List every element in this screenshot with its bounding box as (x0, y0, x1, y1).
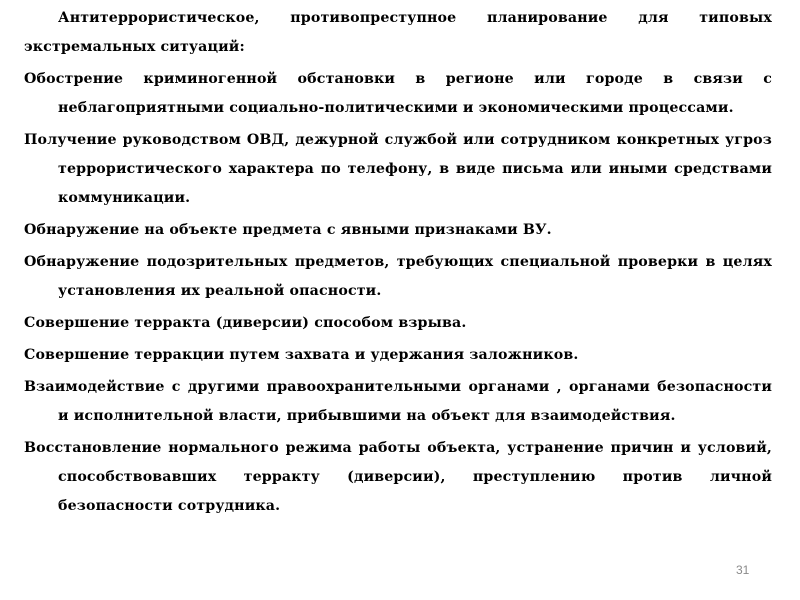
slide-heading: Антитеррористическое, противопреступное планирование для типовых экстремальных ситуаций: (24, 10, 772, 55)
page-number: 31 (736, 563, 750, 577)
list-item: Восстановление нормального режима работы объекта, устранение причин и условий, способствовавших терракту (диверсии), преступлению против личной безопасности сотрудника. (24, 440, 772, 514)
list-item: Совершение терракта (диверсии) способом взрыва. (24, 315, 467, 331)
list-item: Совершение терракции путем захвата и удержания заложников. (24, 347, 579, 363)
list-item: Обнаружение на объекте предмета с явными признаками ВУ. (24, 222, 552, 238)
slide-content (24, 4, 772, 524)
list-item: Взаимодействие с другими правоохранительными органами , органами безопасности и исполнительной власти, прибывшими на объект для взаимодействия. (24, 379, 772, 424)
list-item: Получение руководством ОВД, дежурной службой или сотрудником конкретных угроз террористического характера по телефону, в виде письма или иными средствами коммуникации. (24, 132, 772, 206)
list-item: Обострение криминогенной обстановки в регионе или городе в связи с неблагоприятными социально-политическими и экономическими процессами. (24, 71, 772, 116)
list-item: Обнаружение подозрительных предметов, требующих специальной проверки в целях установления их реальной опасности. (24, 254, 772, 299)
